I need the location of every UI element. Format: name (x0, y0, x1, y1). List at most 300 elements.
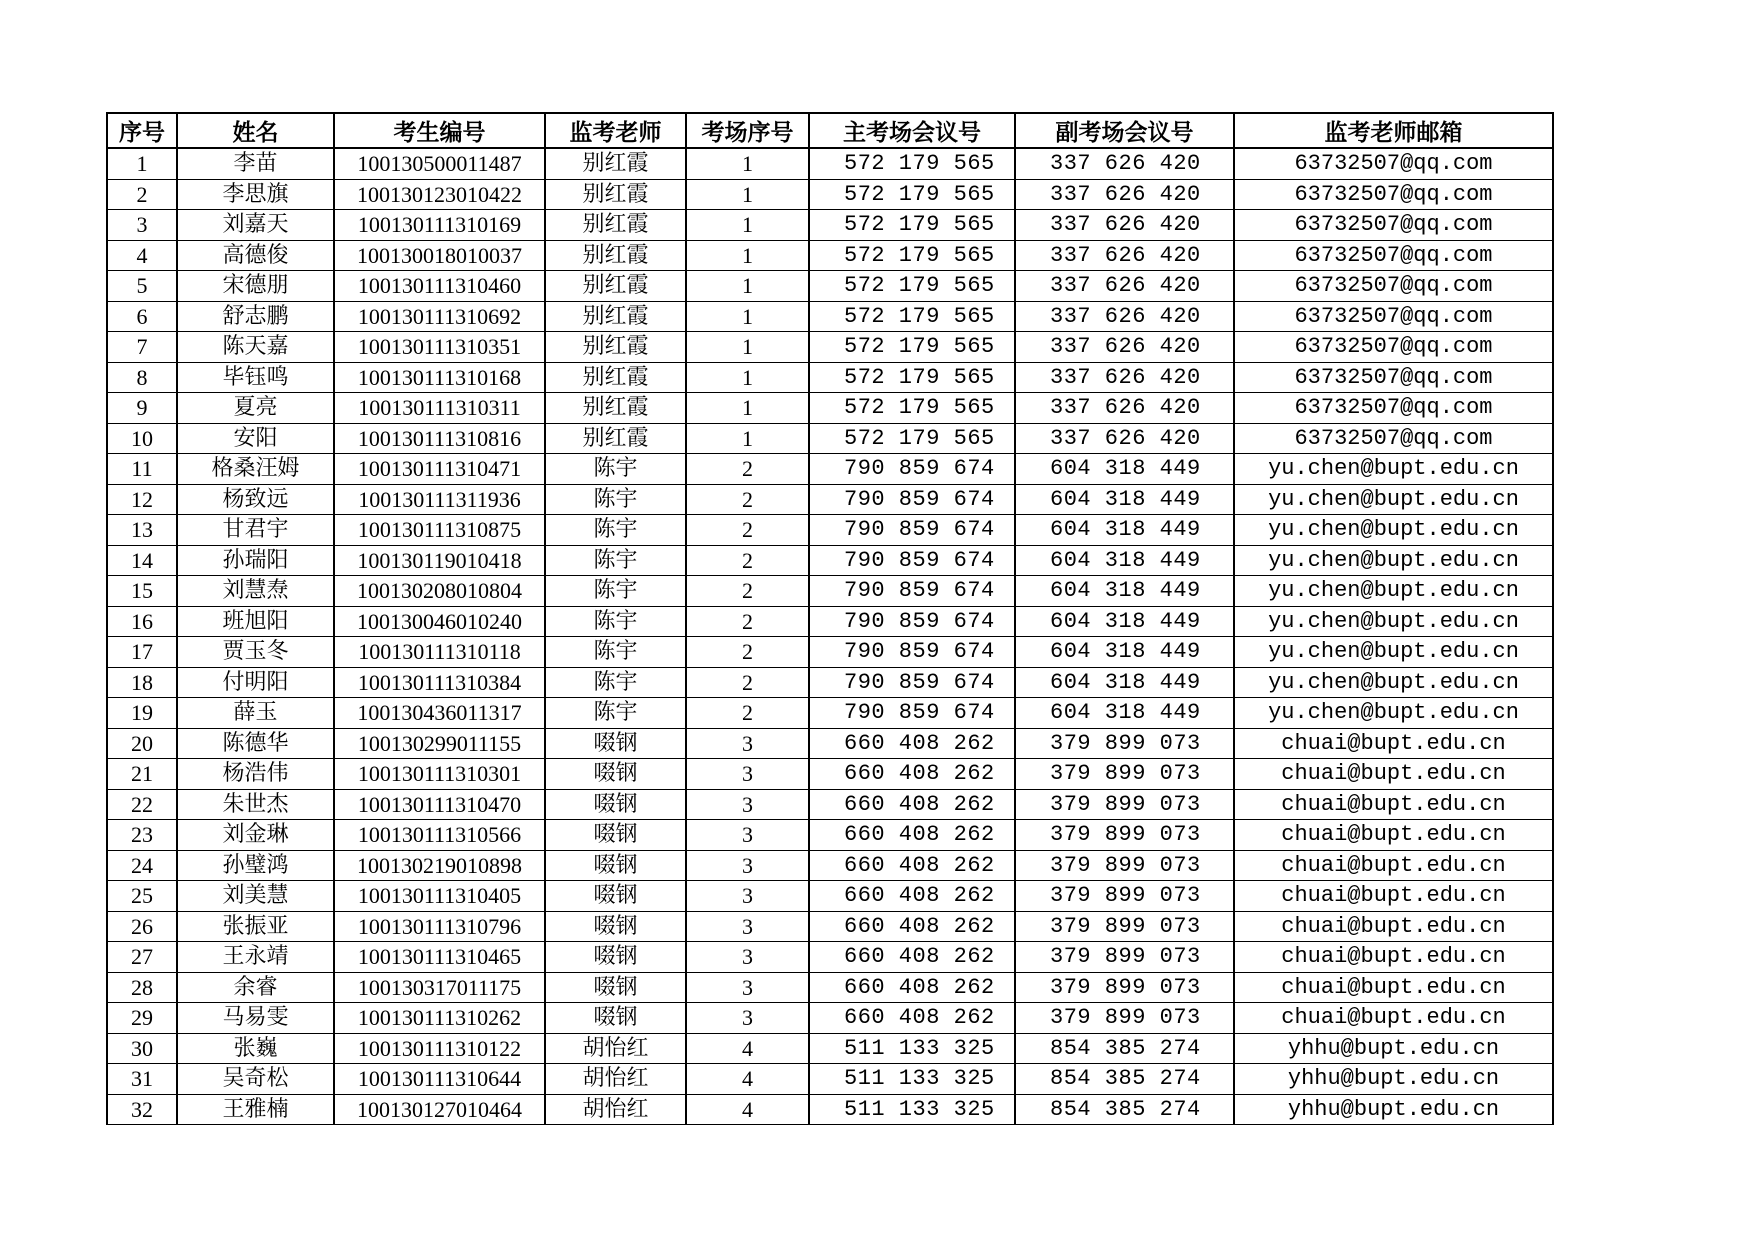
cell-proctor-email: chuai@bupt.edu.cn (1234, 942, 1553, 973)
table-row (107, 759, 1553, 790)
table-row (107, 942, 1553, 973)
cell-proctor: 胡怡红 (545, 1094, 686, 1125)
cell-room-no: 1 (686, 423, 809, 454)
cell-backup-meeting-id: 854 385 274 (1015, 1033, 1234, 1064)
table-row (107, 179, 1553, 210)
cell-backup-meeting-id: 337 626 420 (1015, 148, 1234, 179)
cell-room-no: 3 (686, 911, 809, 942)
cell-room-no: 2 (686, 667, 809, 698)
cell-room-no: 1 (686, 210, 809, 241)
cell-backup-meeting-id: 337 626 420 (1015, 210, 1234, 241)
cell-name: 李思旗 (177, 179, 334, 210)
cell-backup-meeting-id: 379 899 073 (1015, 850, 1234, 881)
cell-proctor-email: yu.chen@bupt.edu.cn (1234, 698, 1553, 729)
header-name: 姓名 (177, 113, 334, 148)
cell-room-no: 3 (686, 972, 809, 1003)
cell-proctor: 胡怡红 (545, 1033, 686, 1064)
cell-proctor: 啜钢 (545, 1003, 686, 1034)
cell-backup-meeting-id: 379 899 073 (1015, 759, 1234, 790)
cell-room-no: 2 (686, 698, 809, 729)
cell-seq: 8 (107, 362, 177, 393)
cell-candidate-id: 100130111310262 (334, 1003, 545, 1034)
cell-name: 朱世杰 (177, 789, 334, 820)
exam-assignment-table (106, 112, 1554, 1125)
cell-room-no: 3 (686, 850, 809, 881)
cell-candidate-id: 100130111310644 (334, 1064, 545, 1095)
cell-candidate-id: 100130123010422 (334, 179, 545, 210)
cell-main-meeting-id: 790 859 674 (809, 576, 1015, 607)
cell-name: 余睿 (177, 972, 334, 1003)
cell-proctor-email: yhhu@bupt.edu.cn (1234, 1094, 1553, 1125)
cell-main-meeting-id: 572 179 565 (809, 240, 1015, 271)
cell-backup-meeting-id: 379 899 073 (1015, 881, 1234, 912)
cell-name: 安阳 (177, 423, 334, 454)
cell-candidate-id: 100130111310692 (334, 301, 545, 332)
cell-proctor-email: 63732507@qq.com (1234, 423, 1553, 454)
cell-candidate-id: 100130436011317 (334, 698, 545, 729)
cell-main-meeting-id: 572 179 565 (809, 148, 1015, 179)
cell-proctor: 啜钢 (545, 820, 686, 851)
cell-backup-meeting-id: 337 626 420 (1015, 271, 1234, 302)
cell-seq: 13 (107, 515, 177, 546)
cell-room-no: 1 (686, 240, 809, 271)
cell-name: 马易雯 (177, 1003, 334, 1034)
table-row (107, 484, 1553, 515)
cell-seq: 30 (107, 1033, 177, 1064)
cell-main-meeting-id: 511 133 325 (809, 1094, 1015, 1125)
cell-candidate-id: 100130111310405 (334, 881, 545, 912)
cell-proctor: 别红霞 (545, 362, 686, 393)
cell-proctor-email: chuai@bupt.edu.cn (1234, 911, 1553, 942)
cell-room-no: 3 (686, 789, 809, 820)
cell-backup-meeting-id: 379 899 073 (1015, 728, 1234, 759)
cell-backup-meeting-id: 604 318 449 (1015, 545, 1234, 576)
cell-main-meeting-id: 790 859 674 (809, 515, 1015, 546)
cell-proctor: 别红霞 (545, 393, 686, 424)
cell-room-no: 2 (686, 545, 809, 576)
cell-proctor: 别红霞 (545, 332, 686, 363)
cell-seq: 1 (107, 148, 177, 179)
cell-seq: 17 (107, 637, 177, 668)
cell-proctor: 别红霞 (545, 179, 686, 210)
cell-proctor-email: yu.chen@bupt.edu.cn (1234, 454, 1553, 485)
cell-main-meeting-id: 660 408 262 (809, 820, 1015, 851)
cell-name: 李苗 (177, 148, 334, 179)
cell-candidate-id: 100130111310168 (334, 362, 545, 393)
cell-seq: 9 (107, 393, 177, 424)
table-row (107, 728, 1553, 759)
cell-seq: 2 (107, 179, 177, 210)
cell-room-no: 2 (686, 576, 809, 607)
table-row (107, 1033, 1553, 1064)
cell-proctor-email: chuai@bupt.edu.cn (1234, 820, 1553, 851)
table-row (107, 301, 1553, 332)
cell-proctor: 啜钢 (545, 850, 686, 881)
cell-name: 甘君宇 (177, 515, 334, 546)
cell-proctor-email: chuai@bupt.edu.cn (1234, 1003, 1553, 1034)
cell-seq: 20 (107, 728, 177, 759)
cell-main-meeting-id: 660 408 262 (809, 1003, 1015, 1034)
table-body (107, 148, 1553, 1125)
cell-seq: 7 (107, 332, 177, 363)
table-row (107, 911, 1553, 942)
cell-name: 格桑汪姆 (177, 454, 334, 485)
cell-proctor-email: yu.chen@bupt.edu.cn (1234, 576, 1553, 607)
cell-main-meeting-id: 572 179 565 (809, 393, 1015, 424)
cell-candidate-id: 100130111310311 (334, 393, 545, 424)
cell-backup-meeting-id: 604 318 449 (1015, 606, 1234, 637)
cell-backup-meeting-id: 604 318 449 (1015, 576, 1234, 607)
cell-candidate-id: 100130111310384 (334, 667, 545, 698)
cell-proctor-email: 63732507@qq.com (1234, 362, 1553, 393)
cell-room-no: 2 (686, 637, 809, 668)
cell-candidate-id: 100130299011155 (334, 728, 545, 759)
cell-name: 刘慧焘 (177, 576, 334, 607)
cell-seq: 15 (107, 576, 177, 607)
cell-candidate-id: 100130111310875 (334, 515, 545, 546)
cell-proctor-email: 63732507@qq.com (1234, 179, 1553, 210)
cell-candidate-id: 100130119010418 (334, 545, 545, 576)
cell-room-no: 2 (686, 484, 809, 515)
cell-backup-meeting-id: 379 899 073 (1015, 1003, 1234, 1034)
cell-name: 付明阳 (177, 667, 334, 698)
cell-candidate-id: 100130317011175 (334, 972, 545, 1003)
cell-room-no: 2 (686, 454, 809, 485)
cell-room-no: 2 (686, 606, 809, 637)
cell-seq: 31 (107, 1064, 177, 1095)
header-row (107, 113, 1553, 148)
cell-seq: 4 (107, 240, 177, 271)
cell-proctor-email: 63732507@qq.com (1234, 332, 1553, 363)
cell-proctor-email: yu.chen@bupt.edu.cn (1234, 606, 1553, 637)
cell-name: 刘金琳 (177, 820, 334, 851)
cell-main-meeting-id: 790 859 674 (809, 454, 1015, 485)
cell-main-meeting-id: 790 859 674 (809, 484, 1015, 515)
cell-room-no: 1 (686, 179, 809, 210)
cell-proctor-email: yu.chen@bupt.edu.cn (1234, 667, 1553, 698)
cell-proctor-email: yu.chen@bupt.edu.cn (1234, 637, 1553, 668)
cell-main-meeting-id: 790 859 674 (809, 606, 1015, 637)
table-row (107, 393, 1553, 424)
cell-proctor-email: 63732507@qq.com (1234, 240, 1553, 271)
cell-name: 王永靖 (177, 942, 334, 973)
cell-proctor: 啜钢 (545, 972, 686, 1003)
table-row (107, 667, 1553, 698)
header-candidate-id: 考生编号 (334, 113, 545, 148)
cell-seq: 21 (107, 759, 177, 790)
cell-backup-meeting-id: 379 899 073 (1015, 789, 1234, 820)
cell-backup-meeting-id: 604 318 449 (1015, 698, 1234, 729)
cell-backup-meeting-id: 337 626 420 (1015, 179, 1234, 210)
cell-seq: 12 (107, 484, 177, 515)
cell-proctor: 陈宇 (545, 667, 686, 698)
cell-name: 舒志鹏 (177, 301, 334, 332)
cell-proctor: 陈宇 (545, 576, 686, 607)
cell-candidate-id: 100130111310796 (334, 911, 545, 942)
cell-main-meeting-id: 660 408 262 (809, 881, 1015, 912)
cell-main-meeting-id: 660 408 262 (809, 911, 1015, 942)
cell-name: 杨浩伟 (177, 759, 334, 790)
header-main-meeting-id: 主考场会议号 (809, 113, 1015, 148)
cell-room-no: 3 (686, 881, 809, 912)
cell-backup-meeting-id: 604 318 449 (1015, 454, 1234, 485)
cell-main-meeting-id: 790 859 674 (809, 637, 1015, 668)
cell-room-no: 1 (686, 271, 809, 302)
table-row (107, 515, 1553, 546)
cell-main-meeting-id: 572 179 565 (809, 301, 1015, 332)
cell-backup-meeting-id: 379 899 073 (1015, 942, 1234, 973)
cell-backup-meeting-id: 379 899 073 (1015, 911, 1234, 942)
cell-seq: 26 (107, 911, 177, 942)
cell-name: 王雅楠 (177, 1094, 334, 1125)
cell-name: 夏亮 (177, 393, 334, 424)
cell-candidate-id: 100130219010898 (334, 850, 545, 881)
cell-proctor: 别红霞 (545, 301, 686, 332)
cell-candidate-id: 100130111310118 (334, 637, 545, 668)
cell-room-no: 2 (686, 515, 809, 546)
cell-main-meeting-id: 660 408 262 (809, 728, 1015, 759)
cell-seq: 16 (107, 606, 177, 637)
cell-backup-meeting-id: 604 318 449 (1015, 515, 1234, 546)
cell-backup-meeting-id: 604 318 449 (1015, 637, 1234, 668)
cell-proctor: 啜钢 (545, 942, 686, 973)
cell-name: 张巍 (177, 1033, 334, 1064)
cell-backup-meeting-id: 337 626 420 (1015, 332, 1234, 363)
cell-name: 杨致远 (177, 484, 334, 515)
cell-name: 班旭阳 (177, 606, 334, 637)
table-row (107, 423, 1553, 454)
cell-seq: 32 (107, 1094, 177, 1125)
table-row (107, 850, 1553, 881)
cell-candidate-id: 100130111310816 (334, 423, 545, 454)
cell-candidate-id: 100130111310169 (334, 210, 545, 241)
cell-seq: 22 (107, 789, 177, 820)
cell-room-no: 4 (686, 1033, 809, 1064)
cell-room-no: 3 (686, 1003, 809, 1034)
cell-backup-meeting-id: 337 626 420 (1015, 240, 1234, 271)
cell-backup-meeting-id: 337 626 420 (1015, 393, 1234, 424)
cell-proctor: 陈宇 (545, 698, 686, 729)
table-row (107, 545, 1553, 576)
cell-backup-meeting-id: 604 318 449 (1015, 484, 1234, 515)
cell-main-meeting-id: 511 133 325 (809, 1064, 1015, 1095)
cell-backup-meeting-id: 337 626 420 (1015, 362, 1234, 393)
table-row (107, 1094, 1553, 1125)
cell-backup-meeting-id: 854 385 274 (1015, 1094, 1234, 1125)
cell-proctor: 别红霞 (545, 148, 686, 179)
cell-main-meeting-id: 660 408 262 (809, 972, 1015, 1003)
cell-proctor: 陈宇 (545, 637, 686, 668)
table-row (107, 881, 1553, 912)
cell-candidate-id: 100130111310351 (334, 332, 545, 363)
cell-main-meeting-id: 572 179 565 (809, 423, 1015, 454)
cell-name: 高德俊 (177, 240, 334, 271)
cell-candidate-id: 100130500011487 (334, 148, 545, 179)
cell-room-no: 4 (686, 1094, 809, 1125)
cell-proctor-email: 63732507@qq.com (1234, 210, 1553, 241)
table-row (107, 606, 1553, 637)
cell-name: 张振亚 (177, 911, 334, 942)
cell-name: 贾玉冬 (177, 637, 334, 668)
cell-main-meeting-id: 572 179 565 (809, 332, 1015, 363)
cell-seq: 29 (107, 1003, 177, 1034)
cell-backup-meeting-id: 604 318 449 (1015, 667, 1234, 698)
cell-candidate-id: 100130111310566 (334, 820, 545, 851)
cell-seq: 27 (107, 942, 177, 973)
cell-proctor: 别红霞 (545, 240, 686, 271)
cell-proctor: 啜钢 (545, 759, 686, 790)
cell-proctor: 陈宇 (545, 484, 686, 515)
cell-proctor: 别红霞 (545, 210, 686, 241)
header-backup-meeting-id: 副考场会议号 (1015, 113, 1234, 148)
cell-seq: 24 (107, 850, 177, 881)
header-proctor-email: 监考老师邮箱 (1234, 113, 1553, 148)
cell-name: 刘嘉天 (177, 210, 334, 241)
cell-proctor: 啜钢 (545, 789, 686, 820)
cell-name: 刘美慧 (177, 881, 334, 912)
cell-main-meeting-id: 511 133 325 (809, 1033, 1015, 1064)
cell-name: 陈德华 (177, 728, 334, 759)
table-row (107, 362, 1553, 393)
cell-seq: 25 (107, 881, 177, 912)
cell-seq: 28 (107, 972, 177, 1003)
cell-seq: 14 (107, 545, 177, 576)
table-row (107, 637, 1553, 668)
cell-proctor-email: chuai@bupt.edu.cn (1234, 881, 1553, 912)
cell-main-meeting-id: 660 408 262 (809, 850, 1015, 881)
cell-room-no: 1 (686, 393, 809, 424)
cell-seq: 11 (107, 454, 177, 485)
cell-room-no: 3 (686, 728, 809, 759)
cell-proctor-email: chuai@bupt.edu.cn (1234, 759, 1553, 790)
cell-proctor-email: chuai@bupt.edu.cn (1234, 789, 1553, 820)
table-row (107, 1064, 1553, 1095)
cell-candidate-id: 100130111310471 (334, 454, 545, 485)
cell-proctor: 陈宇 (545, 454, 686, 485)
cell-proctor-email: 63732507@qq.com (1234, 271, 1553, 302)
cell-name: 吴奇松 (177, 1064, 334, 1095)
cell-main-meeting-id: 660 408 262 (809, 759, 1015, 790)
cell-backup-meeting-id: 337 626 420 (1015, 423, 1234, 454)
cell-proctor-email: 63732507@qq.com (1234, 393, 1553, 424)
cell-name: 毕钰鸣 (177, 362, 334, 393)
cell-room-no: 1 (686, 362, 809, 393)
cell-proctor-email: 63732507@qq.com (1234, 148, 1553, 179)
cell-main-meeting-id: 660 408 262 (809, 942, 1015, 973)
cell-candidate-id: 100130046010240 (334, 606, 545, 637)
table-row (107, 789, 1553, 820)
cell-name: 宋德朋 (177, 271, 334, 302)
table-row (107, 240, 1553, 271)
header-room-no: 考场序号 (686, 113, 809, 148)
cell-seq: 3 (107, 210, 177, 241)
table-row (107, 332, 1553, 363)
cell-proctor: 啜钢 (545, 911, 686, 942)
header-seq: 序号 (107, 113, 177, 148)
cell-room-no: 4 (686, 1064, 809, 1095)
cell-room-no: 3 (686, 759, 809, 790)
cell-proctor: 陈宇 (545, 515, 686, 546)
cell-room-no: 1 (686, 148, 809, 179)
table-row (107, 148, 1553, 179)
cell-candidate-id: 100130111310465 (334, 942, 545, 973)
cell-room-no: 1 (686, 332, 809, 363)
cell-proctor: 别红霞 (545, 271, 686, 302)
cell-proctor-email: yu.chen@bupt.edu.cn (1234, 484, 1553, 515)
table-row (107, 210, 1553, 241)
cell-backup-meeting-id: 337 626 420 (1015, 301, 1234, 332)
cell-proctor: 啜钢 (545, 728, 686, 759)
cell-proctor: 啜钢 (545, 881, 686, 912)
table-row (107, 972, 1553, 1003)
cell-main-meeting-id: 572 179 565 (809, 362, 1015, 393)
cell-seq: 5 (107, 271, 177, 302)
cell-seq: 18 (107, 667, 177, 698)
cell-room-no: 1 (686, 301, 809, 332)
table-row (107, 1003, 1553, 1034)
cell-name: 薛玉 (177, 698, 334, 729)
cell-candidate-id: 100130018010037 (334, 240, 545, 271)
cell-backup-meeting-id: 854 385 274 (1015, 1064, 1234, 1095)
cell-candidate-id: 100130111311936 (334, 484, 545, 515)
cell-proctor-email: chuai@bupt.edu.cn (1234, 850, 1553, 881)
cell-name: 孙璧鸿 (177, 850, 334, 881)
table-row (107, 820, 1553, 851)
cell-proctor-email: yu.chen@bupt.edu.cn (1234, 545, 1553, 576)
cell-seq: 23 (107, 820, 177, 851)
cell-main-meeting-id: 790 859 674 (809, 545, 1015, 576)
cell-proctor-email: yhhu@bupt.edu.cn (1234, 1033, 1553, 1064)
cell-proctor: 陈宇 (545, 606, 686, 637)
cell-candidate-id: 100130127010464 (334, 1094, 545, 1125)
table-row (107, 454, 1553, 485)
cell-proctor-email: chuai@bupt.edu.cn (1234, 728, 1553, 759)
cell-proctor-email: yhhu@bupt.edu.cn (1234, 1064, 1553, 1095)
cell-main-meeting-id: 660 408 262 (809, 789, 1015, 820)
cell-candidate-id: 100130111310460 (334, 271, 545, 302)
cell-main-meeting-id: 790 859 674 (809, 667, 1015, 698)
cell-proctor: 胡怡红 (545, 1064, 686, 1095)
cell-backup-meeting-id: 379 899 073 (1015, 820, 1234, 851)
cell-seq: 19 (107, 698, 177, 729)
table-row (107, 271, 1553, 302)
cell-candidate-id: 100130111310470 (334, 789, 545, 820)
cell-room-no: 3 (686, 942, 809, 973)
cell-proctor-email: chuai@bupt.edu.cn (1234, 972, 1553, 1003)
header-proctor: 监考老师 (545, 113, 686, 148)
cell-name: 陈天嘉 (177, 332, 334, 363)
cell-proctor: 陈宇 (545, 545, 686, 576)
cell-room-no: 3 (686, 820, 809, 851)
cell-candidate-id: 100130208010804 (334, 576, 545, 607)
cell-main-meeting-id: 572 179 565 (809, 271, 1015, 302)
cell-main-meeting-id: 790 859 674 (809, 698, 1015, 729)
cell-main-meeting-id: 572 179 565 (809, 179, 1015, 210)
cell-proctor-email: 63732507@qq.com (1234, 301, 1553, 332)
cell-proctor-email: yu.chen@bupt.edu.cn (1234, 515, 1553, 546)
cell-seq: 6 (107, 301, 177, 332)
cell-seq: 10 (107, 423, 177, 454)
cell-name: 孙瑞阳 (177, 545, 334, 576)
cell-candidate-id: 100130111310301 (334, 759, 545, 790)
cell-main-meeting-id: 572 179 565 (809, 210, 1015, 241)
cell-candidate-id: 100130111310122 (334, 1033, 545, 1064)
cell-backup-meeting-id: 379 899 073 (1015, 972, 1234, 1003)
table-row (107, 698, 1553, 729)
table-row (107, 576, 1553, 607)
cell-proctor: 别红霞 (545, 423, 686, 454)
exam-assignment-sheet (106, 112, 1554, 1125)
